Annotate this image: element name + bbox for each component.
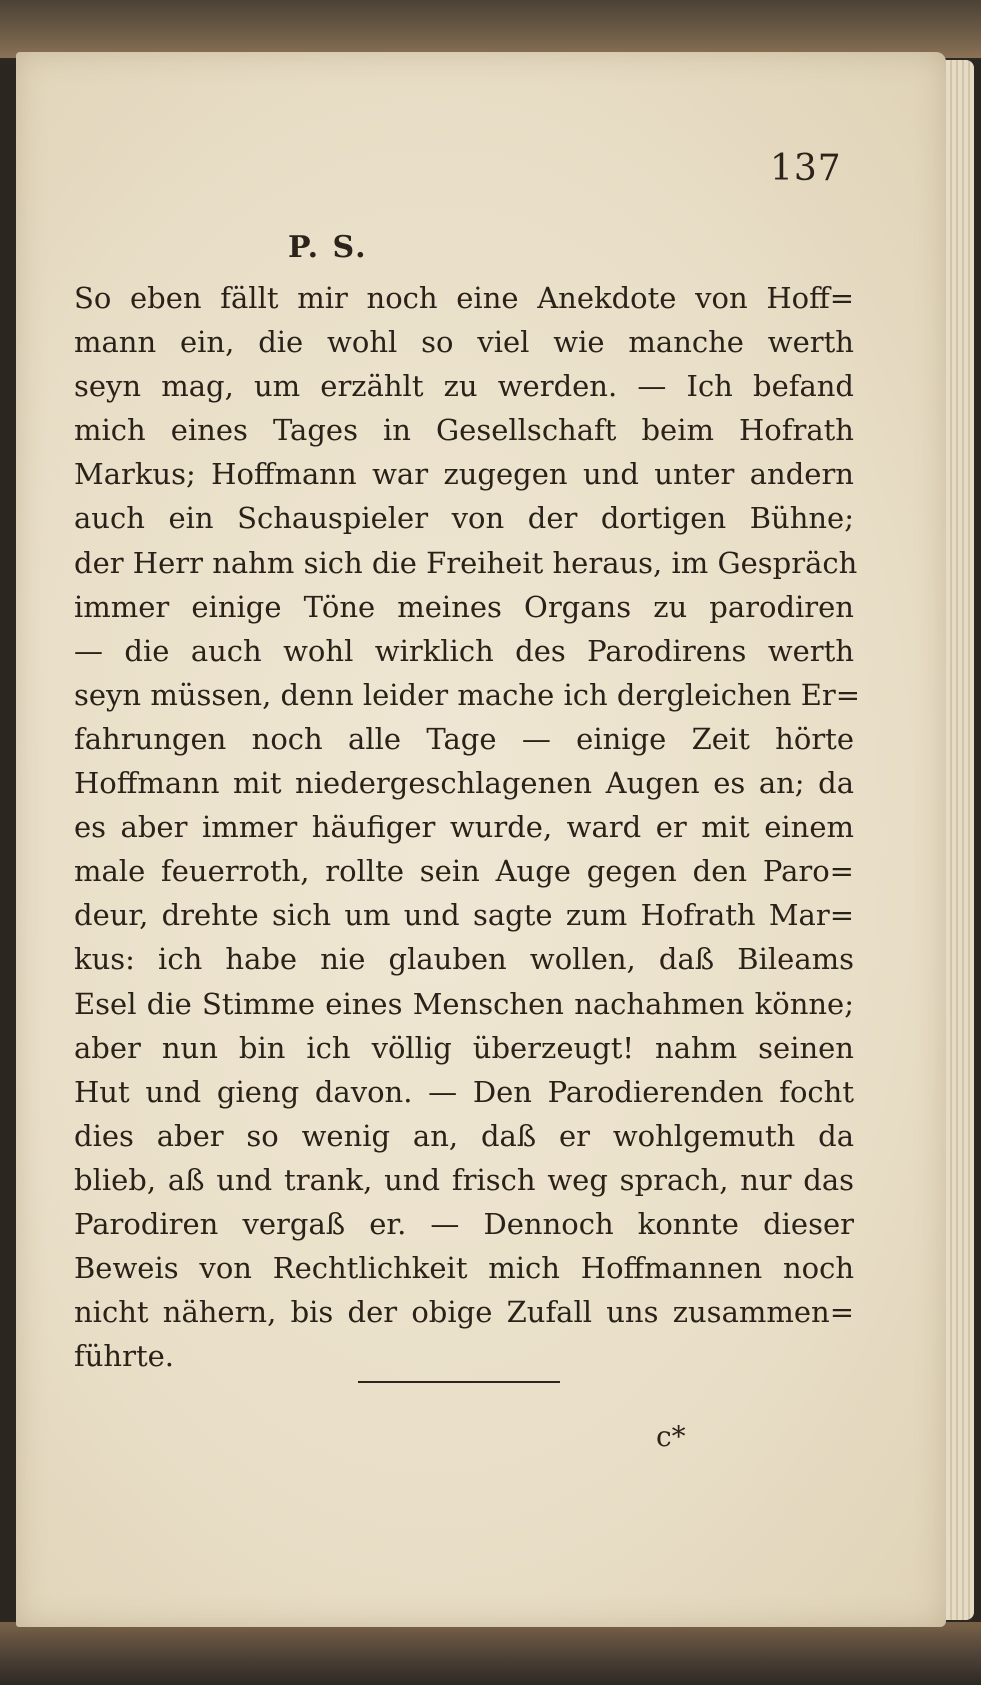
text-line: seyn müssen, denn leider mache ich dergleichen Er= [74,677,861,712]
text-line: Markus; Hoffmann war zugegen und unter andern [74,457,854,492]
text-line: male feuerroth, rollte sein Auge gegen den Paro= [74,854,854,889]
text-line: deur, drehte sich um und sagte zum Hofrath Mar= [74,898,854,933]
text-line: führte. [74,1339,174,1374]
text-line: mann ein, die wohl so viel wie manche werth [74,325,854,360]
text-line: kus: ich habe nie glauben wollen, daß Bileams [74,942,854,977]
text-line: immer einige Töne meines Organs zu parodiren [74,589,854,624]
text-line: Parodiren vergaß er. — Dennoch konnte dieser [74,1206,854,1241]
text-line: fahrungen noch alle Tage — einige Zeit hörte [74,721,854,756]
text-line: aber nun bin ich völlig überzeugt! nahm seinen [74,1030,854,1065]
text-line: es aber immer häufiger wurde, ward er mit einem [74,810,854,845]
book-cover-bottom-edge [0,1622,981,1685]
text-line: nicht nähern, bis der obige Zufall uns zusammen= [74,1295,854,1330]
text-line: dies aber so wenig an, daß er wohlgemuth da [74,1118,854,1153]
text-line: mich eines Tages in Gesellschaft beim Hofrath [74,413,854,448]
text-line: Esel die Stimme eines Menschen nachahmen könne; [74,986,854,1021]
text-line: So eben fällt mir noch eine Anekdote von Hoff= [74,281,854,315]
text-line: — die auch wohl wirklich des Parodirens werth [74,633,854,668]
section-divider-rule [358,1381,560,1383]
text-line: Hoffmann mit niedergeschlagenen Augen es an; da [74,766,854,801]
text-line: Beweis von Rechtlichkeit mich Hoffmannen noch [74,1251,854,1286]
text-line: Hut und gieng davon. — Den Parodierenden focht [74,1074,854,1109]
text-line: blieb, aß und trank, und frisch weg sprach, nur das [74,1162,854,1197]
text-line: der Herr nahm sich die Freiheit heraus, im Gespräch [74,545,858,580]
book-cover-top-edge [0,0,981,58]
body-text [74,276,861,1378]
postscript-heading: P. S. [288,230,368,265]
page-number: 137 [770,148,842,189]
text-line: seyn mag, um erzählt zu werden. — Ich befand [74,369,854,404]
signature-mark: c* [656,1420,686,1453]
text-line: auch ein Schauspieler von der dortigen Bühne; [74,501,854,536]
